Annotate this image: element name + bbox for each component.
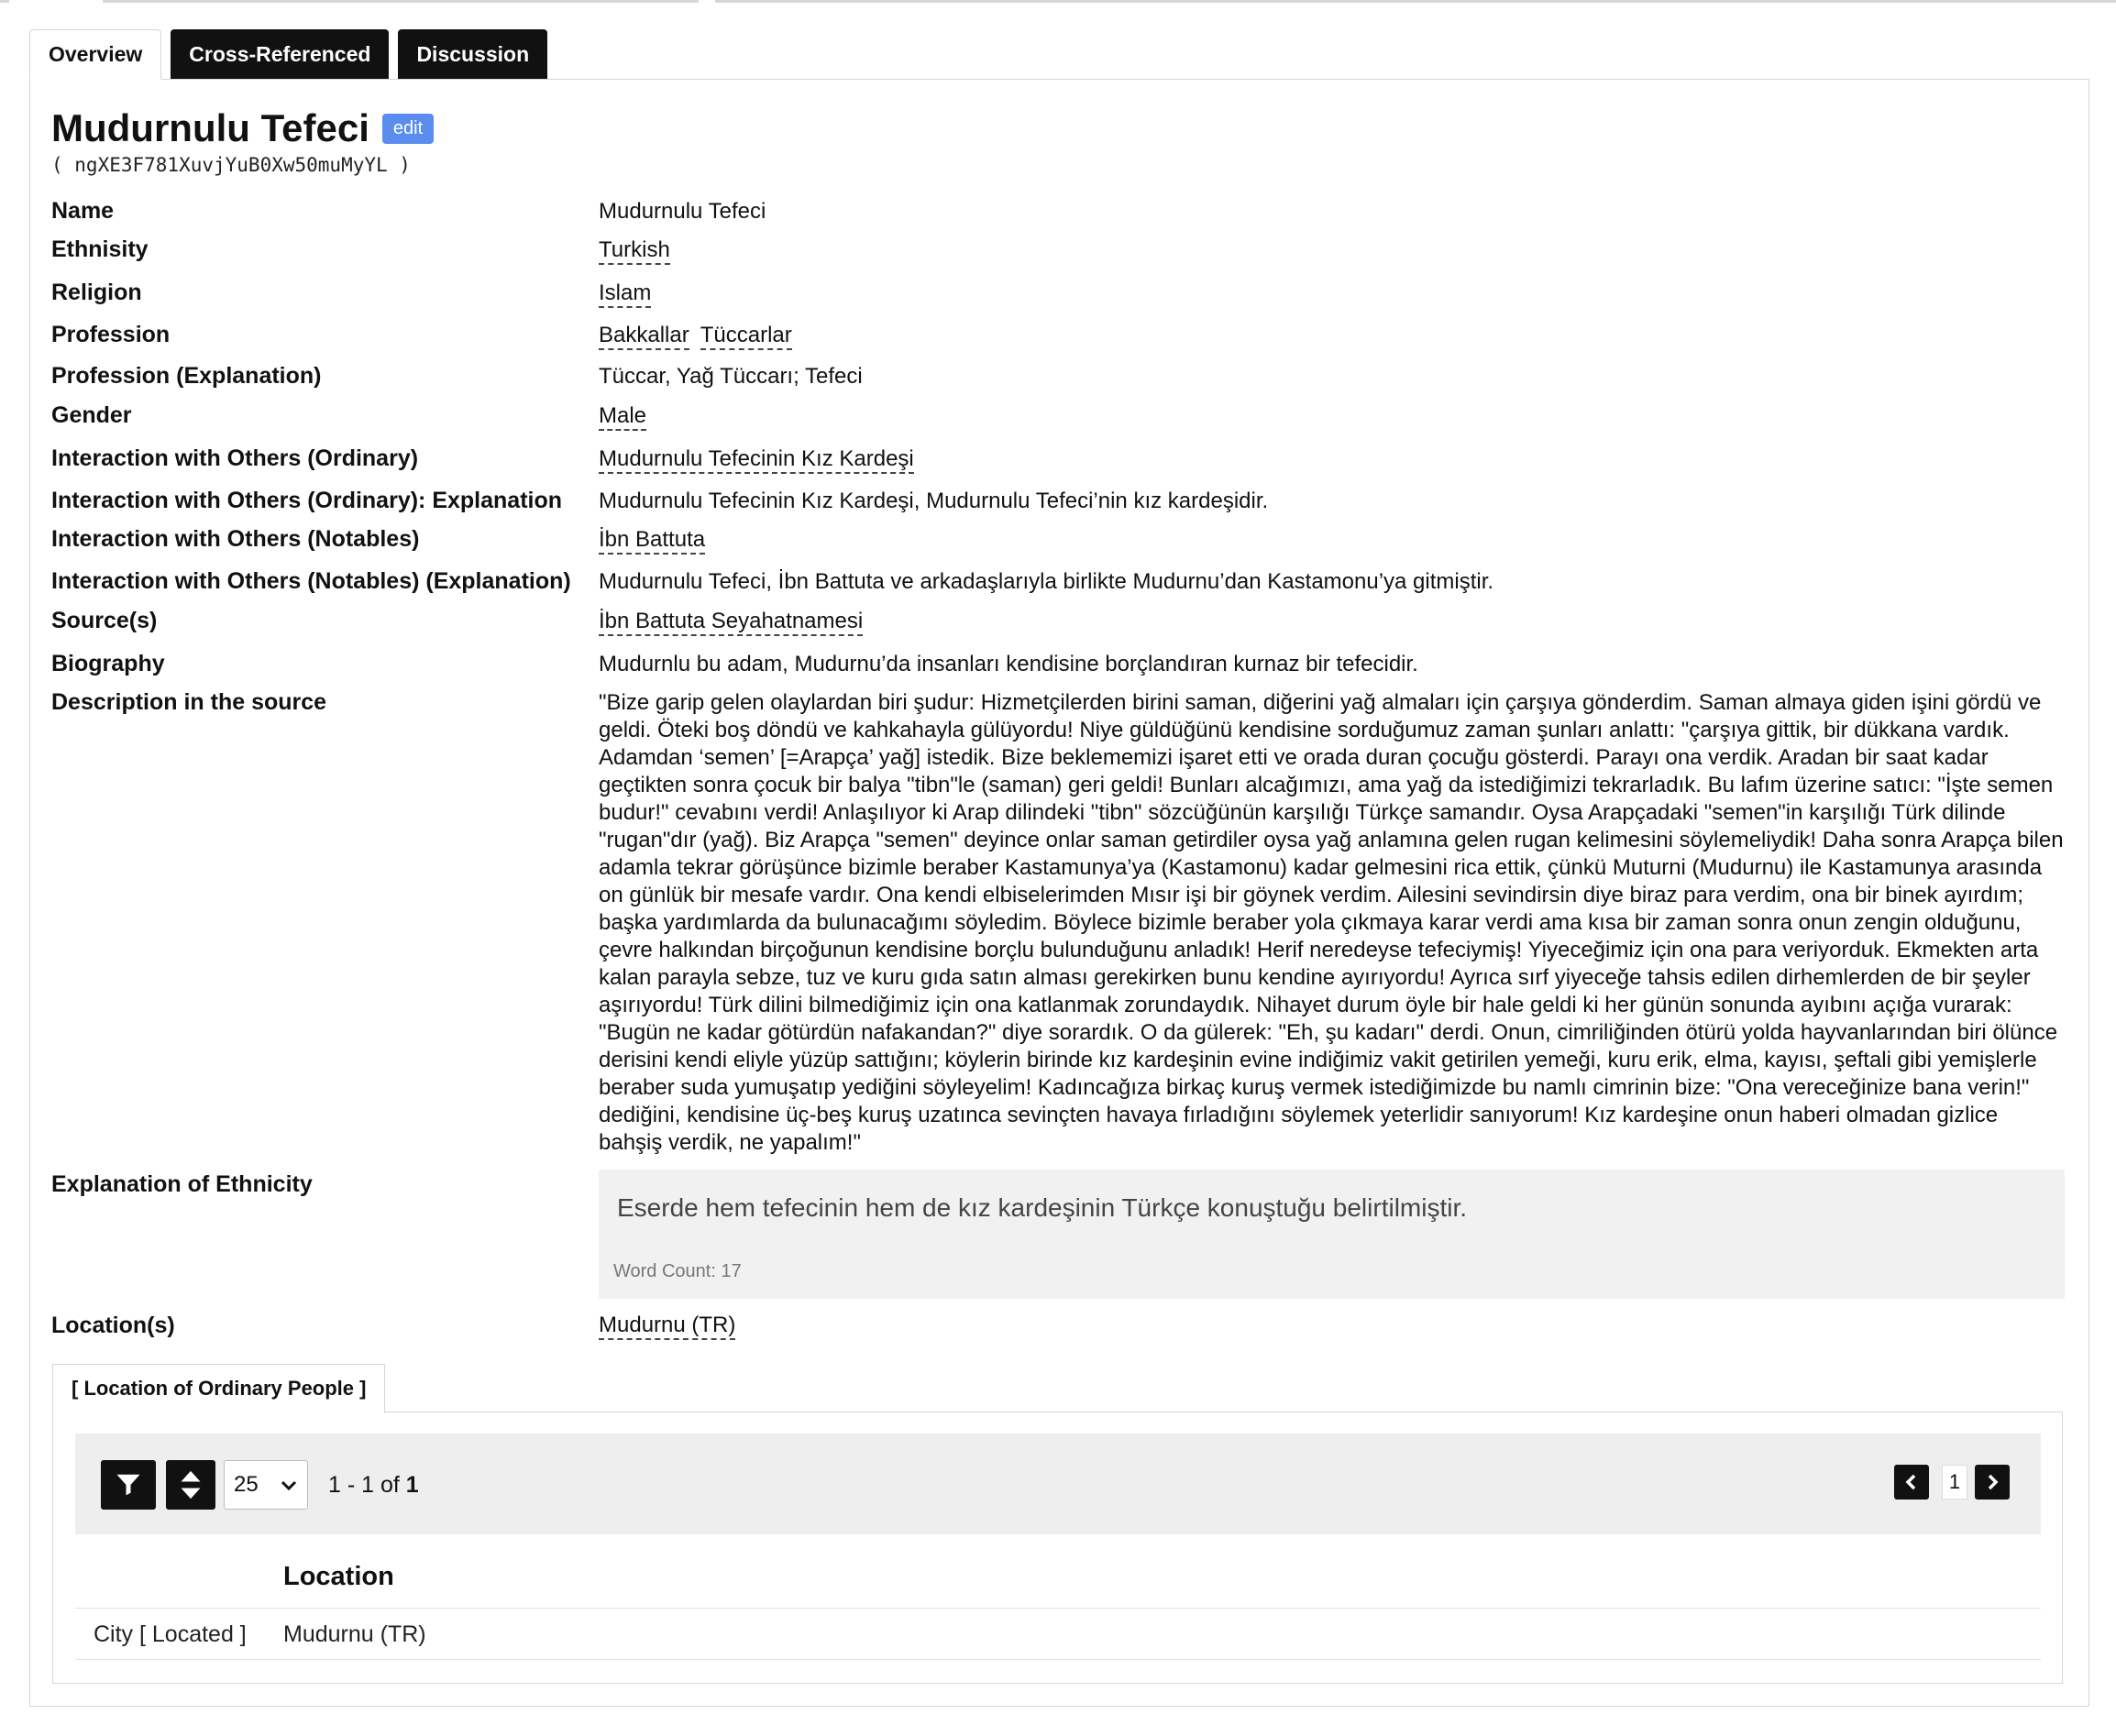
prev-page-button[interactable]: [1894, 1465, 1929, 1500]
next-page-button[interactable]: [1975, 1465, 2010, 1500]
tab-location-of-ordinary-people[interactable]: [ Location of Ordinary People ]: [52, 1364, 385, 1413]
link-source[interactable]: İbn Battuta Seyahatnamesi: [599, 609, 863, 636]
label-religion: Religion: [51, 280, 142, 305]
label-biography: Biography: [51, 651, 165, 676]
ethnicity-explanation-text: Eserde hem tefecinin hem de kız kardeşinin Türkçe konuştuğu belirtilmiştir.: [617, 1193, 1468, 1222]
link-profession-bakkallar[interactable]: Bakkallar: [599, 323, 689, 350]
link-profession-tuccarlar[interactable]: Tüccarlar: [700, 323, 792, 350]
link-interaction-notables[interactable]: İbn Battuta: [599, 527, 705, 555]
label-interaction-notables: Interaction with Others (Notables): [51, 526, 420, 552]
label-name: Name: [51, 198, 115, 224]
filter-button[interactable]: [101, 1460, 156, 1510]
value-profession-explanation: Tüccar, Yağ Tüccarı; Tefeci: [599, 364, 863, 389]
current-page[interactable]: 1: [1942, 1465, 1967, 1500]
page-title: Mudurnulu Tefeci: [51, 106, 369, 149]
result-range: 1 - 1 of 1: [328, 1472, 419, 1498]
table-cell-location: Mudurnu (TR): [283, 1621, 426, 1647]
chevron-left-icon: [1902, 1473, 1921, 1491]
chevron-down-icon: [280, 1477, 298, 1495]
row-divider: [75, 1608, 2041, 1609]
link-religion[interactable]: Islam: [599, 280, 651, 308]
edit-button[interactable]: edit: [382, 114, 434, 144]
record-header: [51, 106, 434, 150]
label-interaction-notables-explanation: Interaction with Others (Notables) (Explanation): [51, 568, 571, 594]
label-gender: Gender: [51, 402, 132, 428]
tab-bar: [29, 29, 557, 80]
tab-discussion[interactable]: Discussion: [398, 29, 547, 80]
value-interaction-notables-explanation: Mudurnulu Tefeci, İbn Battuta ve arkadaşlarıyla birlikte Mudurnu’dan Kastamonu’ya gitmiştir.: [599, 569, 1494, 594]
label-interaction-ordinary: Interaction with Others (Ordinary): [51, 445, 419, 471]
per-page-value: 25: [234, 1472, 259, 1497]
table-toolbar: [75, 1434, 2041, 1534]
sort-icon: [178, 1469, 204, 1500]
value-name: Mudurnulu Tefeci: [599, 199, 766, 224]
record-identifier: ( ngXE3F781XuvjYuB0Xw50muMyYL ): [51, 154, 411, 176]
label-interaction-ordinary-explanation: Interaction with Others (Ordinary): Explanation: [51, 488, 563, 513]
tab-cross-referenced[interactable]: Cross-Referenced: [171, 29, 389, 80]
label-profession-explanation: Profession (Explanation): [51, 363, 322, 389]
label-description: Description in the source: [51, 689, 327, 715]
filter-icon: [115, 1471, 142, 1499]
link-location[interactable]: Mudurnu (TR): [599, 1313, 735, 1340]
top-border: [0, 0, 2116, 4]
label-profession: Profession: [51, 322, 171, 347]
label-ethnicity-explanation: Explanation of Ethnicity: [51, 1171, 313, 1197]
label-sources: Source(s): [51, 608, 158, 633]
column-header-location: Location: [283, 1562, 394, 1591]
ethnicity-explanation-box: [599, 1170, 2065, 1299]
chevron-right-icon: [1983, 1473, 2001, 1491]
link-ethnicity[interactable]: Turkish: [599, 237, 670, 265]
value-biography: Mudurnlu bu adam, Mudurnu’da insanları kendisine borçlandıran kurnaz bir tefecidir.: [599, 652, 1418, 676]
label-ethnicity: Ethnisity: [51, 236, 149, 262]
label-locations: Location(s): [51, 1313, 175, 1338]
per-page-select[interactable]: [224, 1460, 308, 1510]
value-interaction-ordinary-explanation: Mudurnulu Tefecinin Kız Kardeşi, Mudurnulu Tefeci’nin kız kardeşidir.: [599, 489, 1269, 513]
table-cell-type: City [ Located ]: [94, 1621, 247, 1647]
link-interaction-ordinary[interactable]: Mudurnulu Tefecinin Kız Kardeşi: [599, 446, 914, 474]
sort-button[interactable]: [166, 1460, 215, 1510]
row-divider: [75, 1659, 2041, 1660]
value-description: "Bize garip gelen olaylardan biri şudur: Hizmetçilerden birini saman, diğerini yağ almaları için çarşıya gönderdim. Saman almaya giden işini gördü ve geldi. Öteki boş döndü ve kahkahayla gülüyordu! Niye güldüğünü kendisine sorduğumuz zaman şunları anlattı: "çarşıya gittik, bir dükkana vardık. Adamdan ‘semen’ [=Arapça’ yağ] istedik. Bize beklememizi işaret etti ve orada duran çocuğu gösterdi. Parayı ona verdik. Aradan bir saat kadar geçtikten sonra çocuk bir balya "tibn"le (saman) geri geldi! Bunları alcağımızı, ama yağ da istediğimizi tekrarladık. Bu lafım üzerine satıcı: "İşte semen budur!" cevabını verdi! Anlaşılıyor ki Arap dilindeki "tibn" sözcüğünün karşılığı Türkçe samandır. Oysa Arapçadaki "semen"in karşılığı Türk dilinde "rugan"dır (yağ). Biz Arapça "semen" deyince onlar saman getirdiler oysa yağ anlamına gelen rugan kelimesini söylemeliydik! Daha sonra Arapça bilen adamla tekrar görüşünce bizimle beraber Kastamunya’ya (Kastamonu) kadar gelmesini rica ettik, çünkü Muturni (Mudurnu) ile Kastamunya arasında on günlük bir mesafe vardır. Ona kendi elbiselerimden Mısır işi bir göynek verdim. Ailesini sevindirsin diye biraz para verdim, ona bir binek ayırdım; başka yardımlarda da bulunacağımı söyledim. Böylece bizimle beraber yola çıkmaya karar verdi ama kısa bir zaman sonra onun zengin olduğunu, çevre halkından birçoğunun kendisine borçlu bulunduğunu anladık! Herif neredeyse tefeciymiş! Yiyeceğimiz için ona para veriyorduk. Ekmekten arta kalan parayla sebze, tuz ve kuru gıda satın alması gerekirken bunu kendine ayırıyordu! Ayrıca sırf yiyeceğe tahsis edilen dirhemlerden de bir şeyler aşırıyordu! Türk dilini bilmediğimiz için ona katlanmak zorundaydık. Nihayet durum öyle bir hale geldi ki her günün sonunda ayıbını açığa vurarak: "Bugün ne kadar götürdün nafakandan?" diye sorardık. O da gülerek: "Eh, şu kadarı" derdi. Onun, cimriliğinden ötürü yolda hayvanlarından biri ölünce derisini kendi eliyle yüzüp sattığını; köylerin birinde kız kardeşinin evine indiğimiz vakit getirilen yemeği, kuru erik, elma, kayısı, şeftali gibi yemişlerle beraber suda yumuşatıp yediğini söyleyelim! Kadıncağıza birkaç kuruş vermek istediğimizde bu namlı cimrinin bize: "Ona vereceğinize bana verin!" dediğini, kendisine üç-beş kuruş uzatınca sevinçten havaya fırladığını söylemek yeterlidir sanıyorum! Kız kardeşine onun haberi olmadan gizlice bahşiş verdik, ne yapalım!": [599, 690, 2064, 1155]
link-gender[interactable]: Male: [599, 403, 646, 431]
tab-overview[interactable]: Overview: [29, 29, 161, 80]
word-count: Word Count: 17: [613, 1261, 742, 1281]
